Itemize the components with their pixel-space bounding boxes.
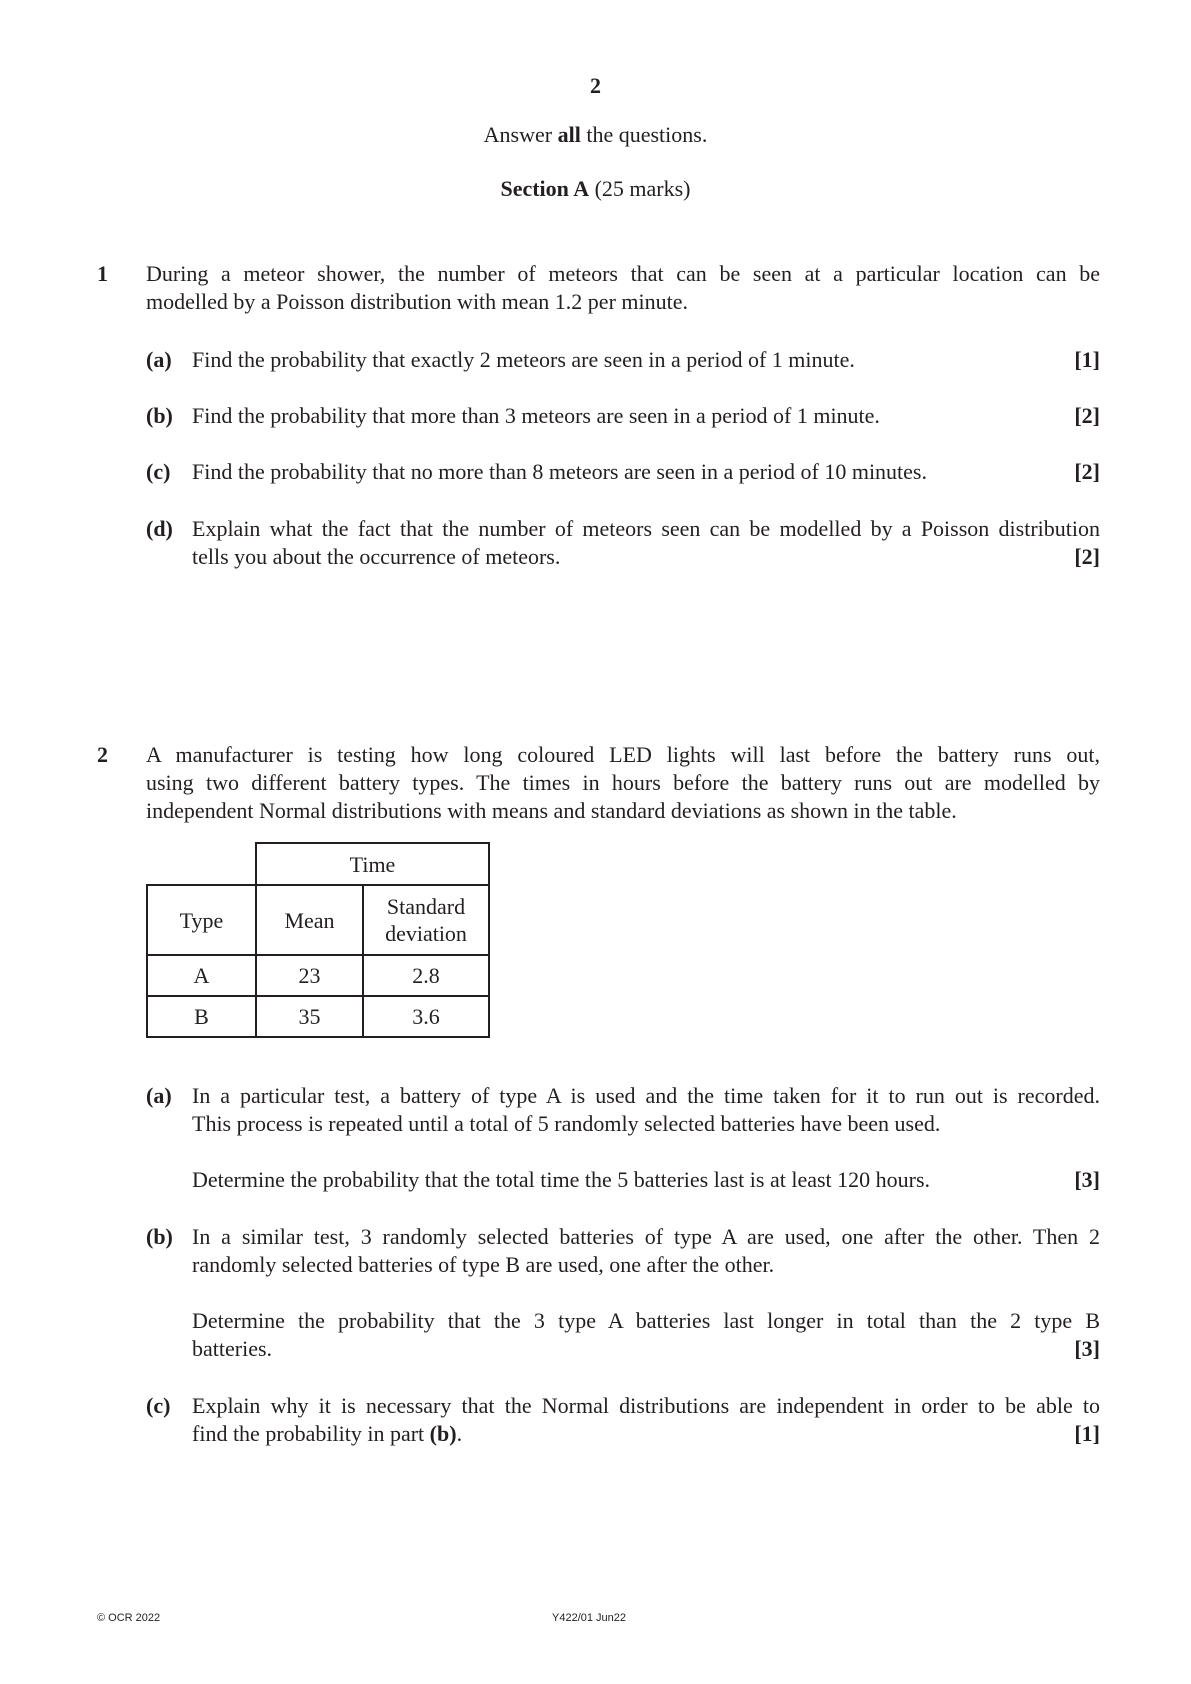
marks: [1] bbox=[1074, 347, 1100, 372]
header-line: deviation bbox=[385, 921, 467, 946]
part-text: In a particular test, a battery of type A is used and the time taken for it to run out is recorded. bbox=[192, 1083, 1100, 1108]
marks: [2] bbox=[1074, 459, 1100, 484]
part-text: Find the probability that exactly 2 meteors are seen in a period of 1 minute. bbox=[192, 347, 855, 372]
footer-paper-code: Y422/01 Jun22 bbox=[552, 1612, 627, 1624]
question-text: independent Normal distributions with means and standard deviations as shown in the table. bbox=[146, 798, 957, 823]
table-cell: A bbox=[147, 955, 256, 996]
table-cell: 35 bbox=[256, 996, 363, 1037]
part-reference: (b) bbox=[429, 1421, 457, 1446]
part-text-span: find the probability in part bbox=[192, 1421, 430, 1446]
table-cell: B bbox=[147, 996, 256, 1037]
instruction-bold: all bbox=[557, 122, 581, 147]
header-line: Standard bbox=[386, 894, 466, 919]
footer-copyright: © OCR 2022 bbox=[97, 1612, 161, 1624]
part-text: Explain what the fact that the number of meteors seen can be modelled by a Poisson distribution bbox=[192, 516, 1100, 541]
section-heading bbox=[0, 176, 1191, 202]
marks: [1] bbox=[1074, 1421, 1100, 1446]
part-label: (a) bbox=[146, 347, 172, 372]
part-text bbox=[192, 1420, 462, 1448]
table-cell: 23 bbox=[256, 955, 363, 996]
part-text: In a similar test, 3 randomly selected batteries of type A are used, one after the other. Then 2 bbox=[192, 1224, 1100, 1249]
question-text: using two different battery types. The times in hours before the battery runs out are modelled by bbox=[146, 770, 1100, 795]
page-number: 2 bbox=[590, 73, 601, 98]
table-header: Mean bbox=[256, 885, 363, 955]
table-blank-cell bbox=[147, 843, 256, 885]
question-number: 1 bbox=[97, 261, 108, 286]
question-text: modelled by a Poisson distribution with mean 1.2 per minute. bbox=[146, 289, 688, 314]
question-number: 2 bbox=[97, 742, 108, 767]
data-table bbox=[146, 842, 490, 1038]
question-text: During a meteor shower, the number of meteors that can be seen at a particular location can be bbox=[146, 261, 1100, 286]
part-label: (c) bbox=[146, 1393, 171, 1418]
instruction-text: Answer bbox=[483, 122, 558, 147]
part-label: (c) bbox=[146, 459, 171, 484]
section-title: Section A bbox=[500, 176, 590, 201]
part-label: (b) bbox=[146, 1224, 173, 1249]
section-marks: (25 marks) bbox=[589, 176, 691, 201]
part-text: Find the probability that no more than 8 meteors are seen in a period of 10 minutes. bbox=[192, 459, 927, 484]
part-label: (a) bbox=[146, 1083, 172, 1108]
table-cell: 3.6 bbox=[363, 996, 489, 1037]
part-text: tells you about the occurrence of meteors. bbox=[192, 544, 561, 569]
part-text: Find the probability that more than 3 meteors are seen in a period of 1 minute. bbox=[192, 403, 880, 428]
instruction-text: the questions. bbox=[580, 122, 708, 147]
table-row bbox=[147, 996, 489, 1037]
instruction bbox=[0, 122, 1191, 148]
part-text: randomly selected batteries of type B are used, one after the other. bbox=[192, 1252, 775, 1277]
part-text: Determine the probability that the total time the 5 batteries last is at least 120 hours. bbox=[192, 1167, 931, 1192]
marks: [2] bbox=[1074, 544, 1100, 569]
table-row bbox=[147, 955, 489, 996]
table-header: Type bbox=[147, 885, 256, 955]
part-label: (d) bbox=[146, 516, 173, 541]
part-text-span: . bbox=[456, 1421, 463, 1446]
part-text: This process is repeated until a total of 5 randomly selected batteries have been used. bbox=[192, 1111, 941, 1136]
table-group-header: Time bbox=[256, 843, 489, 885]
marks: [3] bbox=[1074, 1336, 1100, 1361]
table-header bbox=[363, 885, 489, 955]
part-label: (b) bbox=[146, 403, 173, 428]
marks: [3] bbox=[1074, 1167, 1100, 1192]
table-cell: 2.8 bbox=[363, 955, 489, 996]
question-text: A manufacturer is testing how long coloured LED lights will last before the battery runs out, bbox=[146, 742, 1100, 767]
part-text: Explain why it is necessary that the Normal distributions are independent in order to be able to bbox=[192, 1393, 1100, 1418]
part-text: Determine the probability that the 3 type A batteries last longer in total than the 2 type B bbox=[192, 1308, 1100, 1333]
part-text: batteries. bbox=[192, 1336, 273, 1361]
marks: [2] bbox=[1074, 403, 1100, 428]
